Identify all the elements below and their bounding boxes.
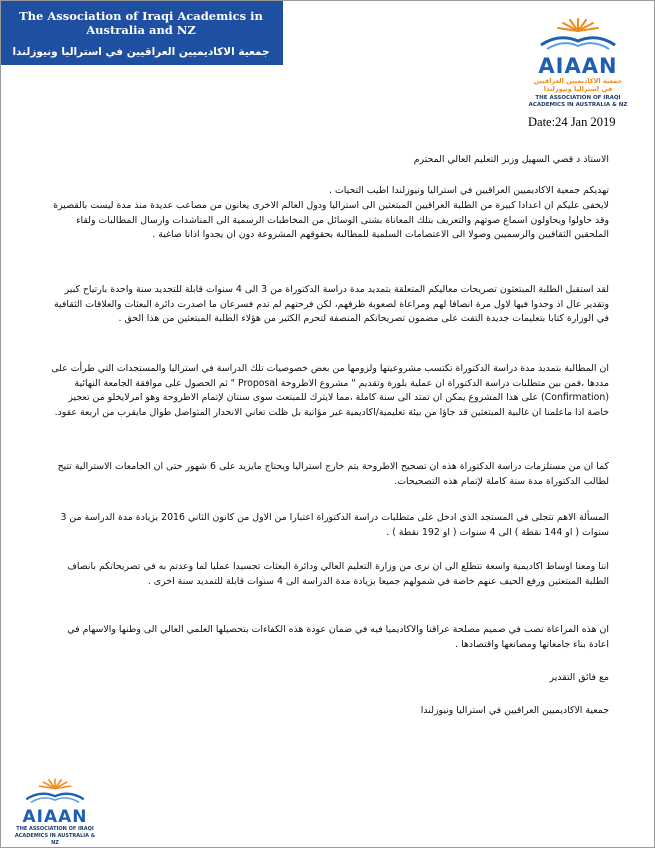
letter-paragraph-2: لايخفى عليكم ان اعدادا كبيرة من الطلبة العراقيين المبتعثين الى استراليا ودول العالم الاخرى يعانون من مصاعب عديدة منذ مدة ليست بالقصيرة وقد حاولوا ويحاولون اسماع صوتهم والتعريف بتلك المعاناة بشتى الوسائل من المخاطبات الرسمية الى المناشدات وارسال المطالبات ولقاء الملحقين الثقافيين والرسميين وصولا الى الاعتصامات السلمية للمطالبة بحقوقهم المشروعة دون ان يجدوا اذانا صاغية . — [53, 200, 609, 241]
logo-name-english-line1: THE ASSOCIATION OF IRAQI — [16, 826, 94, 832]
org-name-english: The Association of Iraqi Academics in Australia and NZ — [19, 9, 263, 37]
letter-paragraph-6: المسألة الاهم تتجلى في المستجد الذي ادخل على متطلبات دراسة الدكتوراة اعتبارا من الاول من كانون الثاني 2016 بزيادة مدة الدراسة من 3 سنوات ( او 144 نقطة ) الى 4 سنوات ( او 192 نقطة ) . — [60, 512, 609, 538]
logo-name-arabic-line2: في استراليا ونيوزلندا — [543, 85, 613, 93]
salutation: الاستاذ د قصي السهيل وزير التعليم العالي المحترم — [413, 154, 609, 165]
aiaan-logo-footer — [11, 776, 99, 847]
letter-paragraph-7: اننا ومعنا اوساط اكاديمية واسعة نتطلع الى ان نرى من وزارة التعليم العالي ودائرة البعثات تجسيدا عمليا لما وعدتم به في تصريحاتكم بانصاف الطلبة المبتعثين ورفع الحيف عنهم خاصة في شمولهم جميعا بزيادة مدة الدراسة الى 4 سنوات قابلة للتمديد سنة اخرى . — [67, 561, 609, 587]
logo-name-arabic-line1: جمعية الاكاديميين العراقيين — [533, 77, 623, 85]
letter-paragraph-3: لقد استقبل الطلبة المبتعثون تصريحات معاليكم المتعلقة بتمديد مدة دراسة الدكتوراة من 3 الى 4 سنوات قابلة للتجديد سنة واحدة بارتياح كبير وتقدير عال اذ وجدوا فيها لاول مرة انصافا لهم ومراعاة لصعوبة ظرفهم، لكن فرحتهم لم تدم فسرعان ما اصدرت دائرة البعثات والعلاقات الثقافية في الوزارة كتابا بتعليمات جديدة التفت على مضمون تصريحاتكم المنصفة لتحرم الكثير من هؤلاء الطلبة المبتعثين من هذا الحق . — [54, 284, 609, 325]
closing: مع فائق التقدير — [549, 672, 609, 683]
signature-org: جمعية الاكاديميين العراقيين في استراليا ونيوزلندا — [420, 705, 609, 716]
letter-paragraph-4: ان المطالبة بتمديد مدة دراسة الدكتوراة تكتسب مشروعيتها ولزومها من بعض خصوصيات تلك الدراسة في استراليا والمستجدات التي طرأت على مددها ،فمن بين متطلبات دراسة الدكتوراة ان عملية بلورة وتقديم " مشروع الاطروحة Proposal " ثم الحصول على موافقة الجامعة النهائية (Confirmation) على هذا المشروع يمكن ان تمتد الى سنة كاملة ،مما لايترك للمبتعث سوى سنتان لإتمام الاطروحة وهو امرلايخلو من تعجيز خاصة اذا ماعلمنا ان غالبية المبتعثين قد جاؤا من بيئة تعليمية/اكاديمية غير مؤاتية بل ظلت تعاني الانحدار المتواصل طوال مايقرب من اربعة عقود. — [51, 363, 609, 418]
letter-paragraph-8: ان هذه المراعاة تصب في صميم مصلحة عراقنا والاكاديميا فيه في ضمان عودة هذه الكفاءات بتحصيلها العلمي العالي الى وطنها والاسهام في اعادة بناء جامعاتها ومصانعها واقتصادها . — [67, 624, 609, 650]
logo-wordmark: AIAAN — [22, 807, 88, 827]
logo-name-english-line2: ACADEMICS IN AUSTRALIA & NZ — [14, 833, 96, 846]
open-book-sunrise-icon — [523, 15, 633, 51]
logo-name-english-line1: THE ASSOCIATION OF IRAQI — [535, 95, 621, 101]
org-name-arabic: جمعية الاكاديميين العراقيين في استراليا ونيوزلندا — [12, 46, 270, 58]
letter-paragraph-1: تهديكم جمعية الاكاديميين العراقيين في استراليا ونيوزلندا اطيب التحيات . — [329, 185, 609, 196]
letter-date: Date:24 Jan 2019 — [528, 115, 616, 129]
logo-wordmark: AIAAN — [538, 54, 618, 78]
aiaan-logo — [523, 15, 633, 109]
header-banner — [1, 1, 283, 65]
logo-name-english-line2: ACADEMICS IN AUSTRALIA & NZ — [528, 102, 628, 108]
letter-paragraph-5: كما ان من مستلزمات دراسة الدكتوراة هذه ان تصحيح الاطروحة يتم خارج استراليا ويحتاج مايزيد على 6 شهور حتى ان الجامعات الاسترالية تتيح لطالب الدكتوراة مدة سنة كاملة لإتمام هذه التصحيحات. — [57, 461, 609, 487]
open-book-sunrise-icon — [11, 776, 99, 804]
